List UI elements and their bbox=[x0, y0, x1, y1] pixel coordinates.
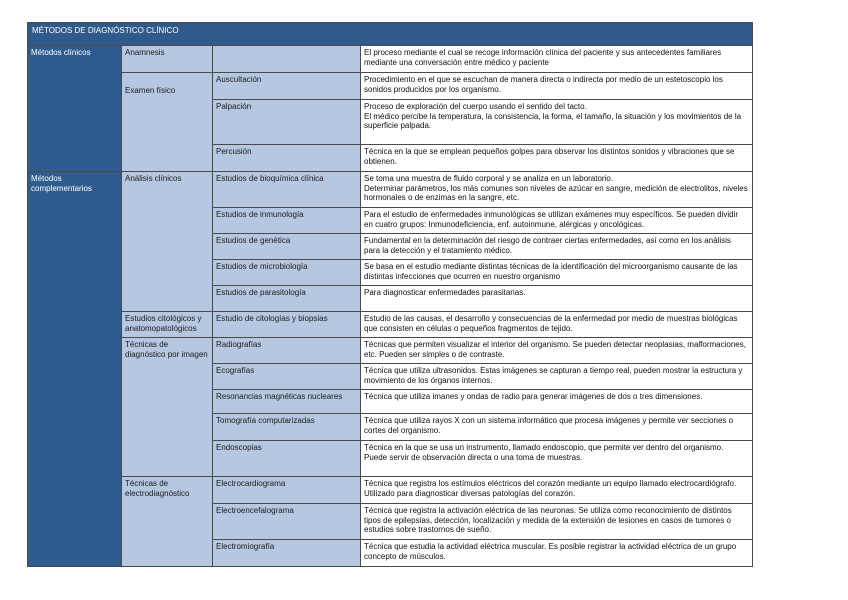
method-description: El proceso mediante el cual se recoge información clínica del paciente y sus antecedentes familiares mediante una conversación entre médico y paciente bbox=[361, 46, 753, 73]
method-name: Estudios de inmunología bbox=[213, 208, 361, 234]
method-description: Para el estudio de enfermedades inmunológicas se utilizan exámenes muy específicos. Se pueden dividir en cuatro grupos: Inmunodeficiencia, enf. autoinmune, alérgicas y oncológicas. bbox=[361, 208, 753, 234]
method-description: Técnica que estudia la actividad eléctrica muscular. Es posible registrar la actividad eléctrica de un grupo concepto de músculos. bbox=[361, 540, 753, 567]
method-description: Técnica que utiliza ultrasonidos. Estas imágenes se capturan a tiempo real, pueden mostrar la estructura y movimiento de los órganos internos. bbox=[361, 364, 753, 390]
method-description: Técnica que registra los estímulos eléctricos del corazón mediante un equipo llamado electrocardiógrafo. Utilizado para diagnosticar diversas patologías del corazón. bbox=[361, 477, 753, 504]
method-description: Técnica que utiliza rayos X con un sistema informático que procesa imágenes y permite ver secciones o cortes del organismo. bbox=[361, 414, 753, 441]
method-name: Tomografía computarizadas bbox=[213, 414, 361, 441]
method-description: Se basa en el estudio mediante distintas técnicas de la identificación del microorganismo causante de las distintas infecciones que ocurren en nuestro organismo bbox=[361, 260, 753, 286]
method-description: Técnica en la que se emplean pequeños golpes para observar los distintos sonidos y vibraciones que se obtienen. bbox=[361, 145, 753, 172]
method-name: Estudio de citologías y biopsias bbox=[213, 312, 361, 338]
group-metodos-clinicos: Métodos clínicos bbox=[28, 46, 122, 172]
method-name: Resonancias magnéticas nucleares bbox=[213, 390, 361, 414]
method-name: Estudios de genética bbox=[213, 234, 361, 260]
method-name: Estudios de microbiología bbox=[213, 260, 361, 286]
method-name: Estudios de bioquímica clínica bbox=[213, 172, 361, 208]
method-description: Estudio de las causas, el desarrollo y consecuencias de la enfermedad por medio de muestras biológicas que consisten en células o pequeños fragmentos de tejido. bbox=[361, 312, 753, 338]
method-description: Técnicas que permiten visualizar el interior del organismo. Se pueden detectar neoplasias, malformaciones, etc. Pueden ser simples o de contraste. bbox=[361, 338, 753, 364]
method-description: Procedimiento en el que se escuchan de manera directa o indirecta por medio de un estetoscopio los sonidos producidos por los organismo. bbox=[361, 73, 753, 100]
method-description: Técnica que utiliza imanes y ondas de radio para generar imágenes de dos o tres dimensiones. bbox=[361, 390, 753, 414]
sub-tecnicas-electrodiagnostico: Técnicas de electrodiagnóstico bbox=[122, 477, 213, 567]
method-name bbox=[213, 46, 361, 73]
group-metodos-complementarios: Métodos complementarios bbox=[28, 172, 122, 567]
method-description: Proceso de exploración del cuerpo usando el sentido del tacto. El médico percibe la temperatura, la consistencia, la forma, el tamaño, la situación y los movimientos de la superficie palpada. bbox=[361, 100, 753, 145]
method-name: Electromiografía bbox=[213, 540, 361, 567]
method-name: Percusión bbox=[213, 145, 361, 172]
sub-anamnesis: Anamnesis bbox=[122, 46, 213, 73]
method-name: Palpación bbox=[213, 100, 361, 145]
sub-analisis-clinicos: Análisis clínicos bbox=[122, 172, 213, 312]
method-name: Electroencefalograma bbox=[213, 504, 361, 540]
method-name: Endoscopias bbox=[213, 441, 361, 477]
method-name: Radiografías bbox=[213, 338, 361, 364]
sub-estudios-citologicos: Estudios citológicos y anatomopatológicos bbox=[122, 312, 213, 338]
sub-tecnicas-imagen: Técnicas de diagnóstico por imagen bbox=[122, 338, 213, 477]
method-description: Se toma una muestra de fluido corporal y se analiza en un laboratorio. Determinar parámetros, los más comunes son niveles de azúcar en sangre, medición de electrolitos, niveles hormonales o de enzimas en la sangre, etc. bbox=[361, 172, 753, 208]
method-description: Fundamental en la determinación del riesgo de contraer ciertas enfermedades, así como en los análisis para la detección y el tratamiento médico. bbox=[361, 234, 753, 260]
method-name: Ecografías bbox=[213, 364, 361, 390]
method-description: Para diagnosticar enfermedades parasitarias. bbox=[361, 286, 753, 312]
sub-examen-fisico bbox=[122, 73, 213, 172]
method-description: Técnica en la que se usa un instrumento, llamado endoscopio, que permite ver dentro del organismo. Puede servir de observación directa o una toma de muestras. bbox=[361, 441, 753, 477]
method-name: Auscultación bbox=[213, 73, 361, 100]
method-name: Electrocardiograma bbox=[213, 477, 361, 504]
table-title: MÉTODOS DE DIAGNÓSTICO CLÍNICO bbox=[28, 23, 753, 46]
method-description: Técnica que registra la activación eléctrica de las neuronas. Se utiliza como reconocimiento de distintos tipos de epilepsias, detección, localización y medida de la extensión de lesiones en casos de tumores o estudios sobre trastornos de sueño. bbox=[361, 504, 753, 540]
method-name: Estudios de parasitología bbox=[213, 286, 361, 312]
sub-examen-fisico-label: Examen físico bbox=[125, 86, 176, 95]
diagnostic-methods-table bbox=[27, 22, 753, 567]
